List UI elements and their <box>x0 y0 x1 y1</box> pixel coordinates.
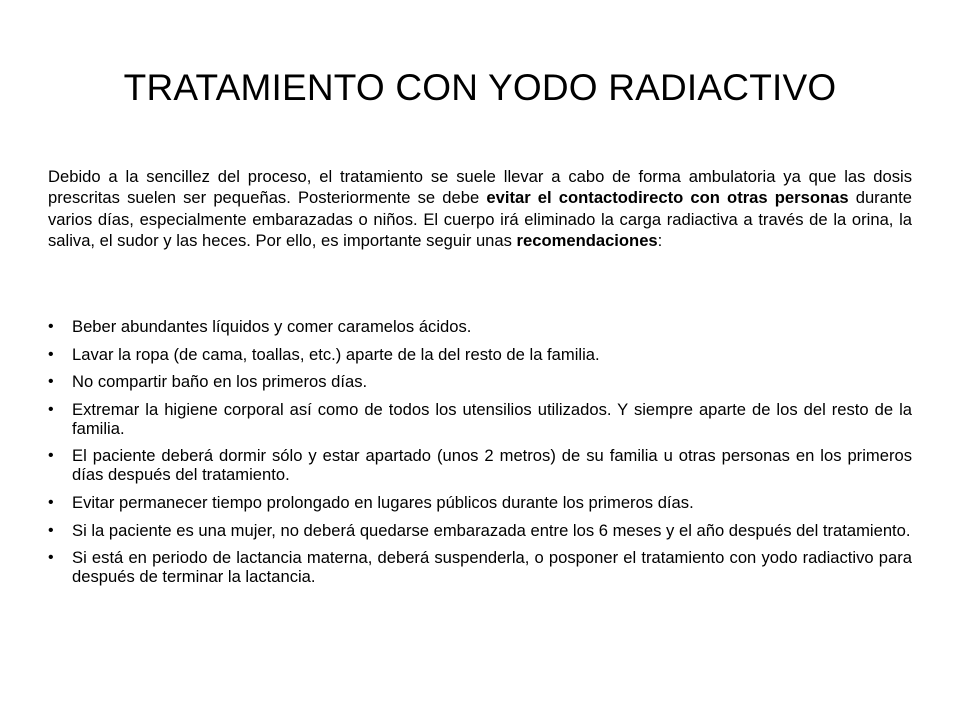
bullet-icon: • <box>48 521 54 539</box>
bullet-icon: • <box>48 400 54 418</box>
list-item <box>48 345 912 364</box>
intro-bold-2: recomendaciones <box>516 231 658 251</box>
list-item-text: El paciente deberá dormir sólo y estar apartado (unos 2 metros) de su familia u otras personas en los primeros días después del tratamiento. <box>72 446 912 485</box>
bullet-icon: • <box>48 549 54 567</box>
list-item <box>48 400 912 438</box>
bullet-icon: • <box>48 345 54 363</box>
intro-text-2: durante varios días, especialmente embarazadas o niños. El cuerpo irá eliminado la carga radiactiva a través de la orina, la saliva, el sudor y las heces. Por ello, es importante seguir unas <box>48 188 912 251</box>
list-item-text: Extremar la higiene corporal así como de todos los utensilios utilizados. Y siempre aparte de los del resto de la familia. <box>72 399 912 438</box>
bullet-icon: • <box>48 493 54 511</box>
bullet-icon: • <box>48 318 54 335</box>
list-item <box>48 372 912 391</box>
bullet-icon: • <box>48 447 54 465</box>
slide-title: TRATAMIENTO CON YODO RADIACTIVO <box>123 67 837 108</box>
list-item <box>48 493 912 512</box>
list-item-text: No compartir baño en los primeros días. <box>72 372 368 392</box>
bullet-icon: • <box>48 373 54 391</box>
list-item-text: Evitar permanecer tiempo prolongado en lugares públicos durante los primeros días. <box>72 492 694 512</box>
list-item <box>48 548 912 586</box>
list-item-text: Lavar la ropa (de cama, toallas, etc.) aparte de la del resto de la familia. <box>72 344 600 364</box>
intro-text-3: : <box>657 231 663 251</box>
list-item <box>48 521 912 540</box>
intro-bold-1: evitar el contactodirecto con otras personas <box>486 188 849 208</box>
list-item-text: Beber abundantes líquidos y comer caramelos ácidos. <box>72 317 472 336</box>
recommendations-list <box>48 317 912 595</box>
intro-paragraph <box>48 166 912 252</box>
list-item-text: Si la paciente es una mujer, no deberá quedarse embarazada entre los 6 meses y el año después del tratamiento. <box>72 520 911 540</box>
list-item <box>48 317 912 336</box>
list-item <box>48 446 912 484</box>
list-item-text: Si está en periodo de lactancia materna, deberá suspenderla, o posponer el tratamiento con yodo radiactivo para después de terminar la lactancia. <box>72 548 912 587</box>
intro-text-1: Debido a la sencillez del proceso, el tratamiento se suele llevar a cabo de forma ambulatoria ya que las dosis prescritas suelen ser pequeñas. Posteriormente se debe <box>48 167 912 208</box>
